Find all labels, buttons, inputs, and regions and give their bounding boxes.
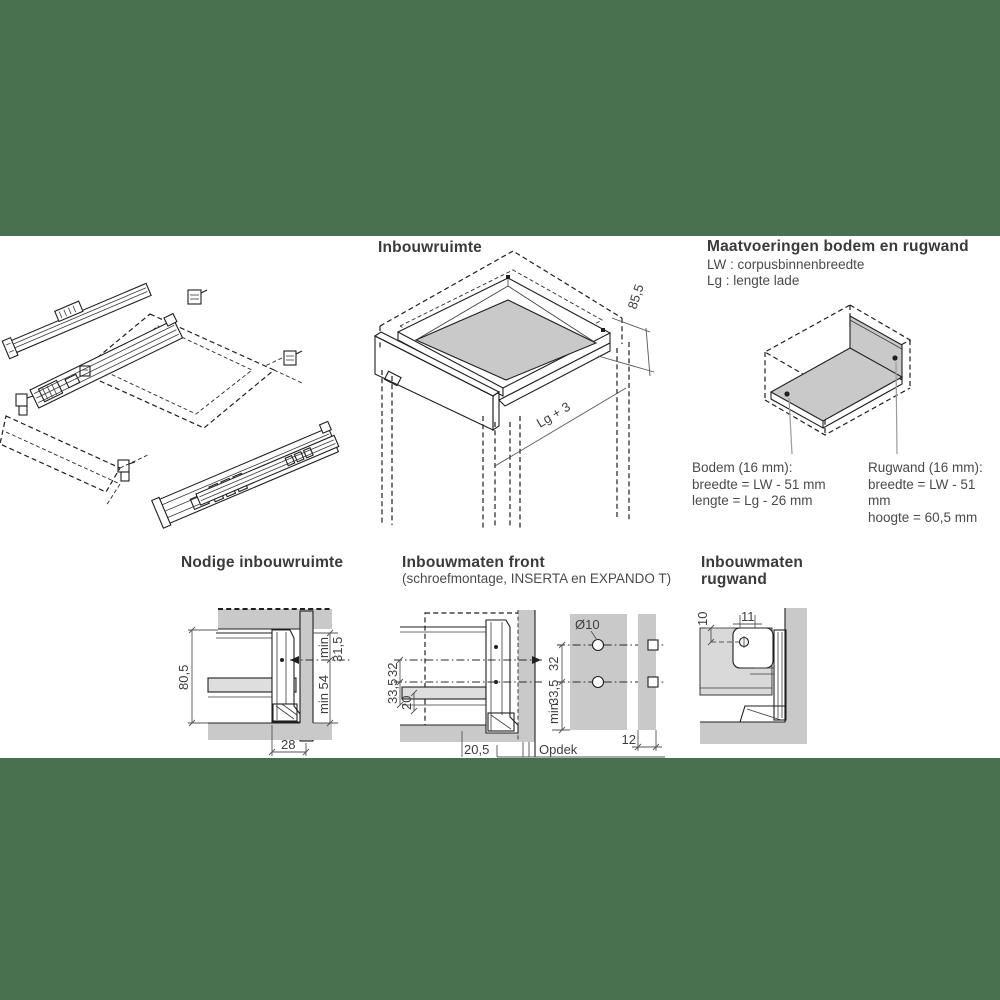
dim-min54-label: min 54: [316, 674, 331, 714]
legend-lw: LW : corpusbinnenbreedte: [707, 257, 865, 272]
dim-11-label: 11: [741, 609, 755, 624]
dashed-front-panel: [0, 416, 120, 492]
dashed-link-1: [274, 370, 302, 383]
dashed-link-2: [265, 358, 282, 366]
bodem-leader: [789, 398, 792, 454]
dashed-link-3: [120, 454, 150, 468]
dim-10-label: 10: [695, 611, 710, 626]
dim-32-left: 32: [385, 662, 400, 677]
section-title-front: Inbouwmaten front: [402, 554, 545, 571]
rugwand-title-line1: Inbouwmaten: [701, 554, 804, 571]
bodem-label: [692, 460, 826, 510]
dim-min-mid: min: [546, 703, 561, 724]
dia10-label: Ø10: [575, 617, 600, 632]
dim-33-5-mid: 33,5: [546, 679, 561, 705]
slide-rail-right: [196, 435, 339, 505]
dim-11: [733, 609, 762, 628]
dim-length-label: Lg + 3: [533, 398, 573, 431]
rugwand-marker-dot: [892, 355, 897, 360]
nodige-drawing: [178, 598, 363, 760]
bodem-heading: Bodem (16 mm):: [692, 460, 793, 475]
dim-20: 20: [399, 695, 414, 710]
front-panel-strip: [518, 610, 535, 742]
opdek-label: Opdek: [539, 742, 578, 757]
rugwand-title-line2: rugwand: [701, 571, 767, 588]
dim-80-5-label: 80,5: [176, 664, 191, 690]
front-edge-view: [622, 614, 662, 751]
section-subtitle-front: (schroefmontage, INSERTA en EXPANDO T): [402, 571, 672, 586]
rugwand-line1: breedte = LW - 51 mm: [868, 476, 976, 508]
rugwand-drawing: [695, 602, 815, 747]
top-band: [218, 609, 332, 629]
rugwand-bottom-band: [700, 722, 807, 744]
dim-31-5-label: 31,5: [330, 636, 345, 662]
dim-32-mid: 32: [546, 656, 561, 671]
drawer-body: [375, 275, 610, 430]
dim-height-85-5: [598, 282, 654, 376]
dim-28-label: 28: [281, 737, 296, 752]
bracket-left: [16, 394, 33, 415]
section-title-maatvoeringen: Maatvoeringen bodem en rugwand: [707, 238, 969, 255]
bodem-rugwand-drawing: [750, 292, 930, 457]
rugwand-heading: Rugwand (16 mm):: [868, 460, 983, 475]
dim-12-label: 12: [621, 732, 636, 747]
front-drawing: [385, 605, 670, 760]
bracket-top: [188, 290, 207, 304]
inbouwruimte-drawing: [368, 248, 668, 538]
bodem-line1: breedte = LW - 51 mm: [692, 476, 826, 492]
bracket-right: [284, 351, 302, 365]
front-band: [300, 611, 313, 741]
exploded-slides-drawing: [0, 278, 345, 513]
dim-80-5: [176, 627, 218, 726]
rugwand-label: [868, 460, 1000, 526]
dim-min-label: min: [316, 637, 331, 658]
dashed-front-panel-depth: [6, 432, 120, 506]
centerline-arrow: [532, 656, 541, 664]
dim-height-label: 85,5: [624, 282, 647, 311]
front-drawer-profile: [400, 620, 518, 733]
bracket-bottom: [118, 460, 135, 481]
dim-33-5-left: 33,5: [385, 678, 400, 704]
rugwand-line2: hoogte = 60,5 mm: [868, 509, 978, 525]
section-title-rugwand: [701, 554, 803, 588]
bodem-line2: lengte = Lg - 26 mm: [692, 493, 813, 508]
legend-lg: Lg : lengte lade: [707, 273, 800, 288]
section-title-nodige: Nodige inbouwruimte: [181, 554, 344, 571]
section-title-inbouwruimte: Inbouwruimte: [378, 239, 483, 256]
dim-20-5-label: 20,5: [464, 742, 490, 757]
bodem-marker-dot: [784, 391, 789, 396]
dim-right-stack: [313, 630, 345, 726]
bottom-band: [208, 723, 332, 740]
drawer-profile: [208, 630, 300, 722]
